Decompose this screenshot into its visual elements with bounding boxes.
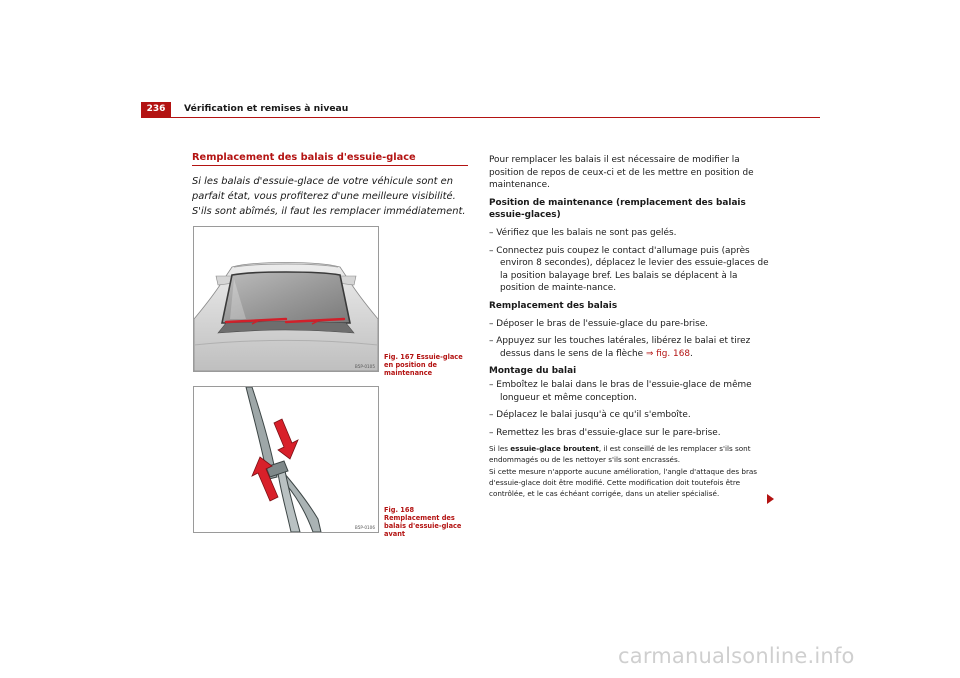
heading-blade-replacement: Remplacement des balais [489,300,618,311]
list-item: – Déposer le bras de l'essuie-glace du pare-brise. [489,318,708,329]
list-item: – Remettez les bras d'essuie-glace sur le pare-brise. [489,427,721,438]
header-rule [141,117,820,118]
figure-code: B5P-0105 [354,364,375,369]
arrow-up-icon [274,419,298,459]
note-text: Si les [489,444,511,454]
heading-blade-mounting: Montage du balai [489,366,577,377]
figure-168-caption: Fig. 168 Remplacement des balais d'essuie-glace avant [384,506,462,538]
section-intro: Si les balais d'essuie-glace de votre véhicule sont en parfait état, vous profiterez d'une meilleure visibilité. S'ils sont abîmés, il faut les remplacer immédiatement. [192,176,466,217]
note-paragraph [489,444,774,465]
figure-code: B5P-0106 [354,525,375,530]
figure-168-link[interactable]: ⇒ fig. 168 [645,348,691,359]
list-item-text: – Appuyez sur les touches latérales, libérez le balai et tirez dessus dans le sens de la flèche [489,336,751,359]
main-text-column [489,154,774,499]
chapter-header-title: Vérification et remises à niveau [184,103,349,114]
figure-167-caption: Fig. 167 Essuie-glace en position de maintenance [384,353,463,377]
list-item: – Emboîtez le balai dans le bras de l'essuie-glace de même longueur et même conception. [489,379,752,403]
page-number: 236 [141,102,171,117]
paragraph-intro: Pour remplacer les balais il est nécessaire de modifier la position de repos de ceux-ci et de les mettre en position de maintenance. [489,155,754,191]
section-rule [192,165,468,166]
list-item-text-end: . [690,348,693,359]
figure-168-wiper-replacement [193,386,379,533]
note-bold-term: essuie-glace broutent [510,444,599,454]
list-item [489,335,774,360]
continue-arrow-icon[interactable] [767,494,774,504]
section-title: Remplacement des balais d'essuie-glace [192,152,416,163]
figure-167-wiper-maintenance [193,226,379,372]
wiper-blade-illustration [194,387,378,532]
note-paragraph: Si cette mesure n'apporte aucune amélioration, l'angle d'attaque des bras d'essuie-glace doit être modifié. Cette modification doit toutefois être contrôlée, et le cas échéant corrigée, dans un atelier spécialisé. [489,467,758,498]
watermark: carmanualsonline.info [618,644,855,668]
list-item: – Connectez puis coupez le contact d'allumage puis (après environ 8 secondes), déplacez le levier des essuie-glaces de la position balayage bref. Les balais se déplacent à la position de mainte-nance. [489,245,769,294]
heading-maintenance-position: Position de maintenance (remplacement des balais essuie-glaces) [489,197,746,221]
list-item: – Vérifiez que les balais ne sont pas gelés. [489,227,677,238]
note-text: , il est conseillé de les remplacer s'ils sont endommagés ou de les nettoyer s'ils sont encrassés. [489,444,751,464]
car-front-illustration [194,227,378,371]
list-item: – Déplacez le balai jusqu'à ce qu'il s'emboîte. [489,410,691,421]
